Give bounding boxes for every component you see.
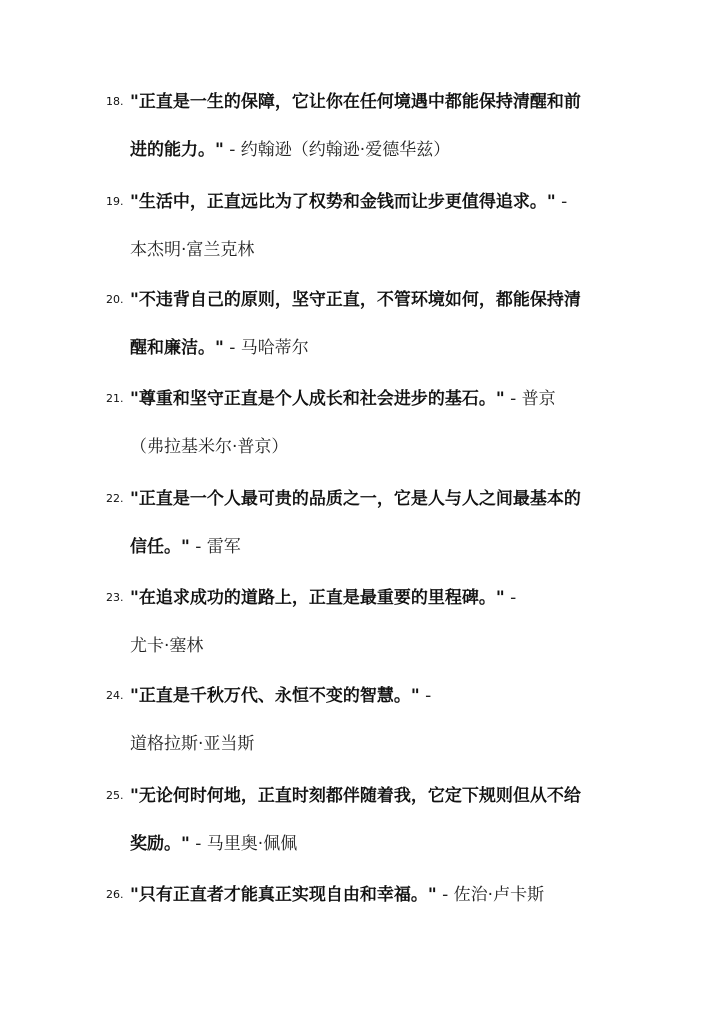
quote-attribution: - 雷军 (189, 537, 241, 557)
quote-line (130, 388, 556, 410)
quote-attribution: - 约翰逊（约翰逊·爱德华兹） (223, 140, 451, 160)
quote-text: 进的能力。" (130, 140, 224, 160)
quote-text: "正直是一生的保障，它让你在任何境遇中都能保持清醒和前 (130, 92, 581, 112)
quote-number: 25. (106, 789, 124, 802)
quote-number: 21. (106, 392, 124, 405)
quote-line (130, 91, 581, 113)
quote-number: 26. (106, 888, 124, 901)
quote-attribution: 道格拉斯·亚当斯 (130, 734, 255, 754)
quote-text: "不违背自己的原则，坚守正直，不管环境如何，都能保持清 (130, 290, 581, 310)
quote-attribution: - 佐治·卢卡斯 (436, 885, 545, 905)
quote-line (130, 884, 544, 906)
quote-attribution: - 马哈蒂尔 (223, 338, 309, 358)
quote-line (130, 289, 581, 311)
quote-line (130, 635, 203, 657)
quote-text: 醒和廉洁。" (130, 338, 224, 358)
quote-number: 23. (106, 591, 124, 604)
quote-line (130, 488, 581, 510)
quote-text: "生活中，正直远比为了权势和金钱而让步更值得追求。" (130, 192, 556, 212)
quote-number: 20. (106, 293, 124, 306)
quote-line (130, 239, 254, 261)
quote-line (130, 785, 581, 807)
quote-attribution: - (419, 686, 432, 706)
quote-number: 18. (106, 95, 124, 108)
quote-text: "正直是千秋万代、永恒不变的智慧。" (130, 686, 420, 706)
quote-attribution: - 马里奥·佩佩 (189, 834, 298, 854)
quote-line (130, 685, 431, 707)
quote-number: 19. (106, 195, 124, 208)
quote-line (130, 337, 309, 359)
quote-text: "正直是一个人最可贵的品质之一，它是人与人之间最基本的 (130, 489, 581, 509)
quote-text: "在追求成功的道路上，正直是最重要的里程碑。" (130, 588, 505, 608)
quote-line (130, 191, 567, 213)
quote-line (130, 536, 241, 558)
quote-text: "只有正直者才能真正实现自由和幸福。" (130, 885, 437, 905)
quote-text: 信任。" (130, 537, 190, 557)
quote-attribution: （弗拉基米尔·普京） (130, 437, 289, 457)
quote-attribution: - 普京 (504, 389, 556, 409)
quote-line (130, 436, 288, 458)
quote-attribution: 尤卡·塞林 (130, 636, 204, 656)
quote-line (130, 733, 254, 755)
quote-attribution: - (555, 192, 568, 212)
quote-number: 24. (106, 689, 124, 702)
quote-text: "尊重和坚守正直是个人成长和社会进步的基石。" (130, 389, 505, 409)
quote-line (130, 833, 297, 855)
quote-line (130, 587, 516, 609)
quote-number: 22. (106, 492, 124, 505)
quote-text: "无论何时何地，正直时刻都伴随着我，它定下规则但从不给 (130, 786, 581, 806)
quote-text: 奖励。" (130, 834, 190, 854)
quote-attribution: - (504, 588, 517, 608)
quote-line (130, 139, 450, 161)
quote-attribution: 本杰明·富兰克林 (130, 240, 255, 260)
